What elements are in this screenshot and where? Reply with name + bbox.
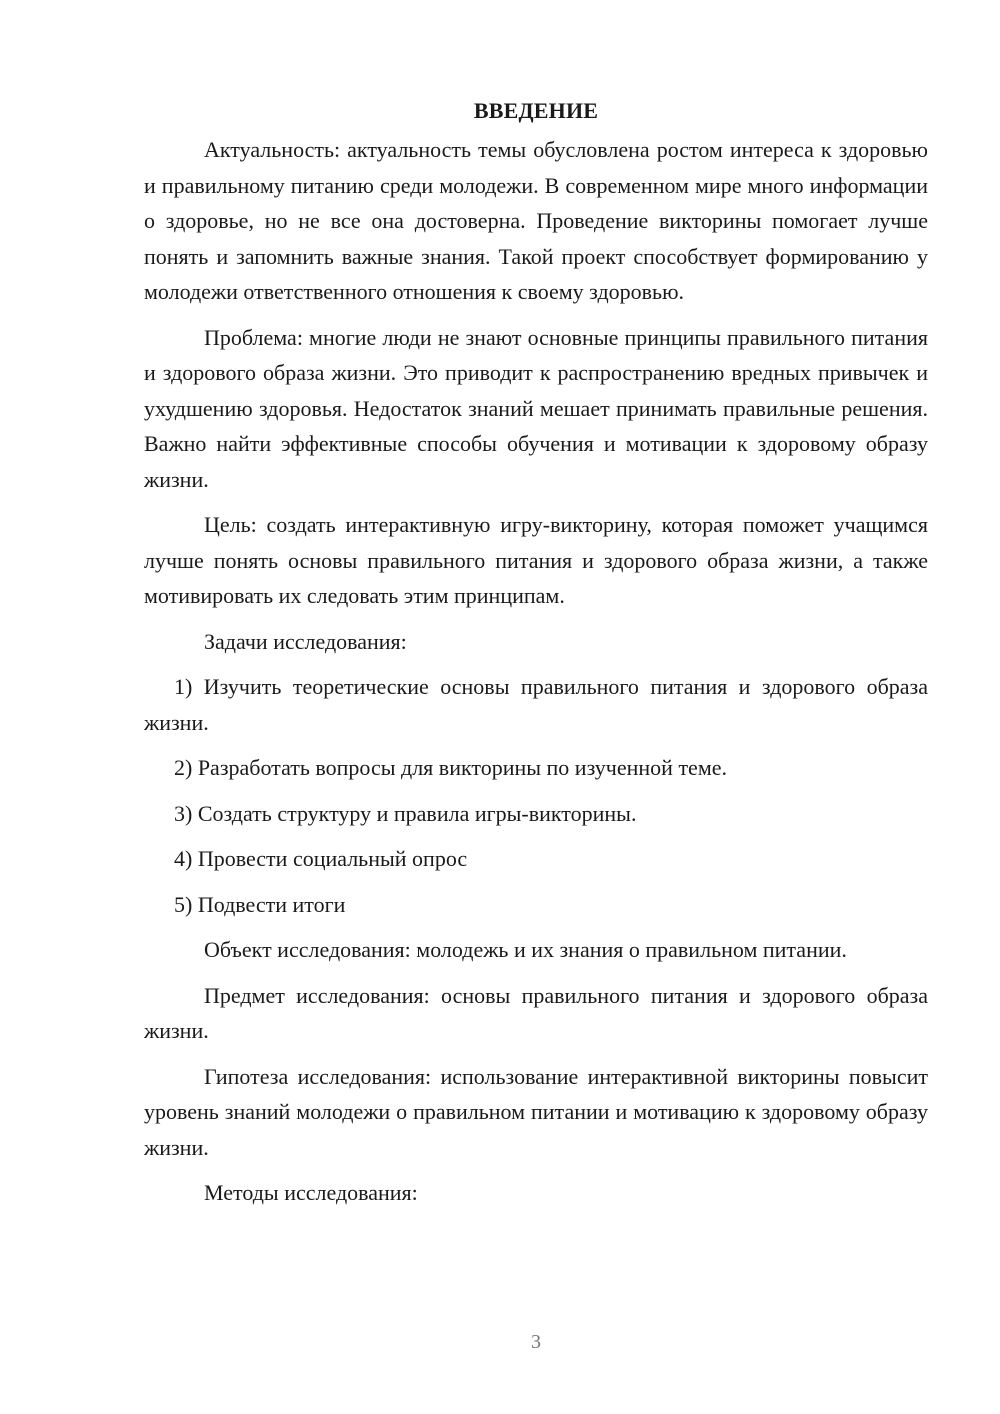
page-title: ВВЕДЕНИЕ <box>473 98 599 123</box>
task-item: 5) Подвести итоги <box>174 891 346 917</box>
paragraph-object: Объект исследования: молодежь и их знания о правильном питании. <box>204 937 847 962</box>
paragraph-relevance: Актуальность: актуальность темы обусловлена ростом интереса к здоровью и правильному питанию среди молодежи. В современном мире много информации о здоровье, но не все она достоверна. Проведение викторины помогает лучше понять и запомнить важные знания. Такой проект способствует формированию у молодежи ответственного отношения к своему здоровью. <box>144 137 928 304</box>
methods-label: Методы исследования: <box>204 1180 418 1205</box>
page-number: 3 <box>531 1331 541 1353</box>
task-item: 3) Создать структуру и правила игры-викторины. <box>174 800 637 826</box>
tasks-list <box>144 669 928 922</box>
document-page <box>144 96 928 1221</box>
paragraph-problem: Проблема: многие люди не знают основные принципы правильного питания и здорового образа жизни. Это приводит к распространению вредных привычек и ухудшению здоровья. Недостаток знаний мешает принимать правильные решения. Важно найти эффективные способы обучения и мотивации к здоровому образу жизни. <box>144 324 928 492</box>
task-item: 1) Изучить теоретические основы правильного питания и здорового образа жизни. <box>144 674 928 735</box>
task-item: 2) Разработать вопросы для викторины по изученной теме. <box>174 755 728 780</box>
tasks-label: Задачи исследования: <box>204 628 407 654</box>
paragraph-goal: Цель: создать интерактивную игру-викторину, которая поможет учащимся лучше понять основы правильного питания и здорового образа жизни, а также мотивировать их следовать этим принципам. <box>144 512 928 608</box>
paragraph-subject: Предмет исследования: основы правильного питания и здорового образа жизни. <box>144 982 928 1043</box>
paragraph-hypothesis: Гипотеза исследования: использование интерактивной викторины повысит уровень знаний молодежи о правильном питании и мотивацию к здоровому образу жизни. <box>144 1063 928 1160</box>
task-item: 4) Провести социальный опрос <box>174 846 468 871</box>
